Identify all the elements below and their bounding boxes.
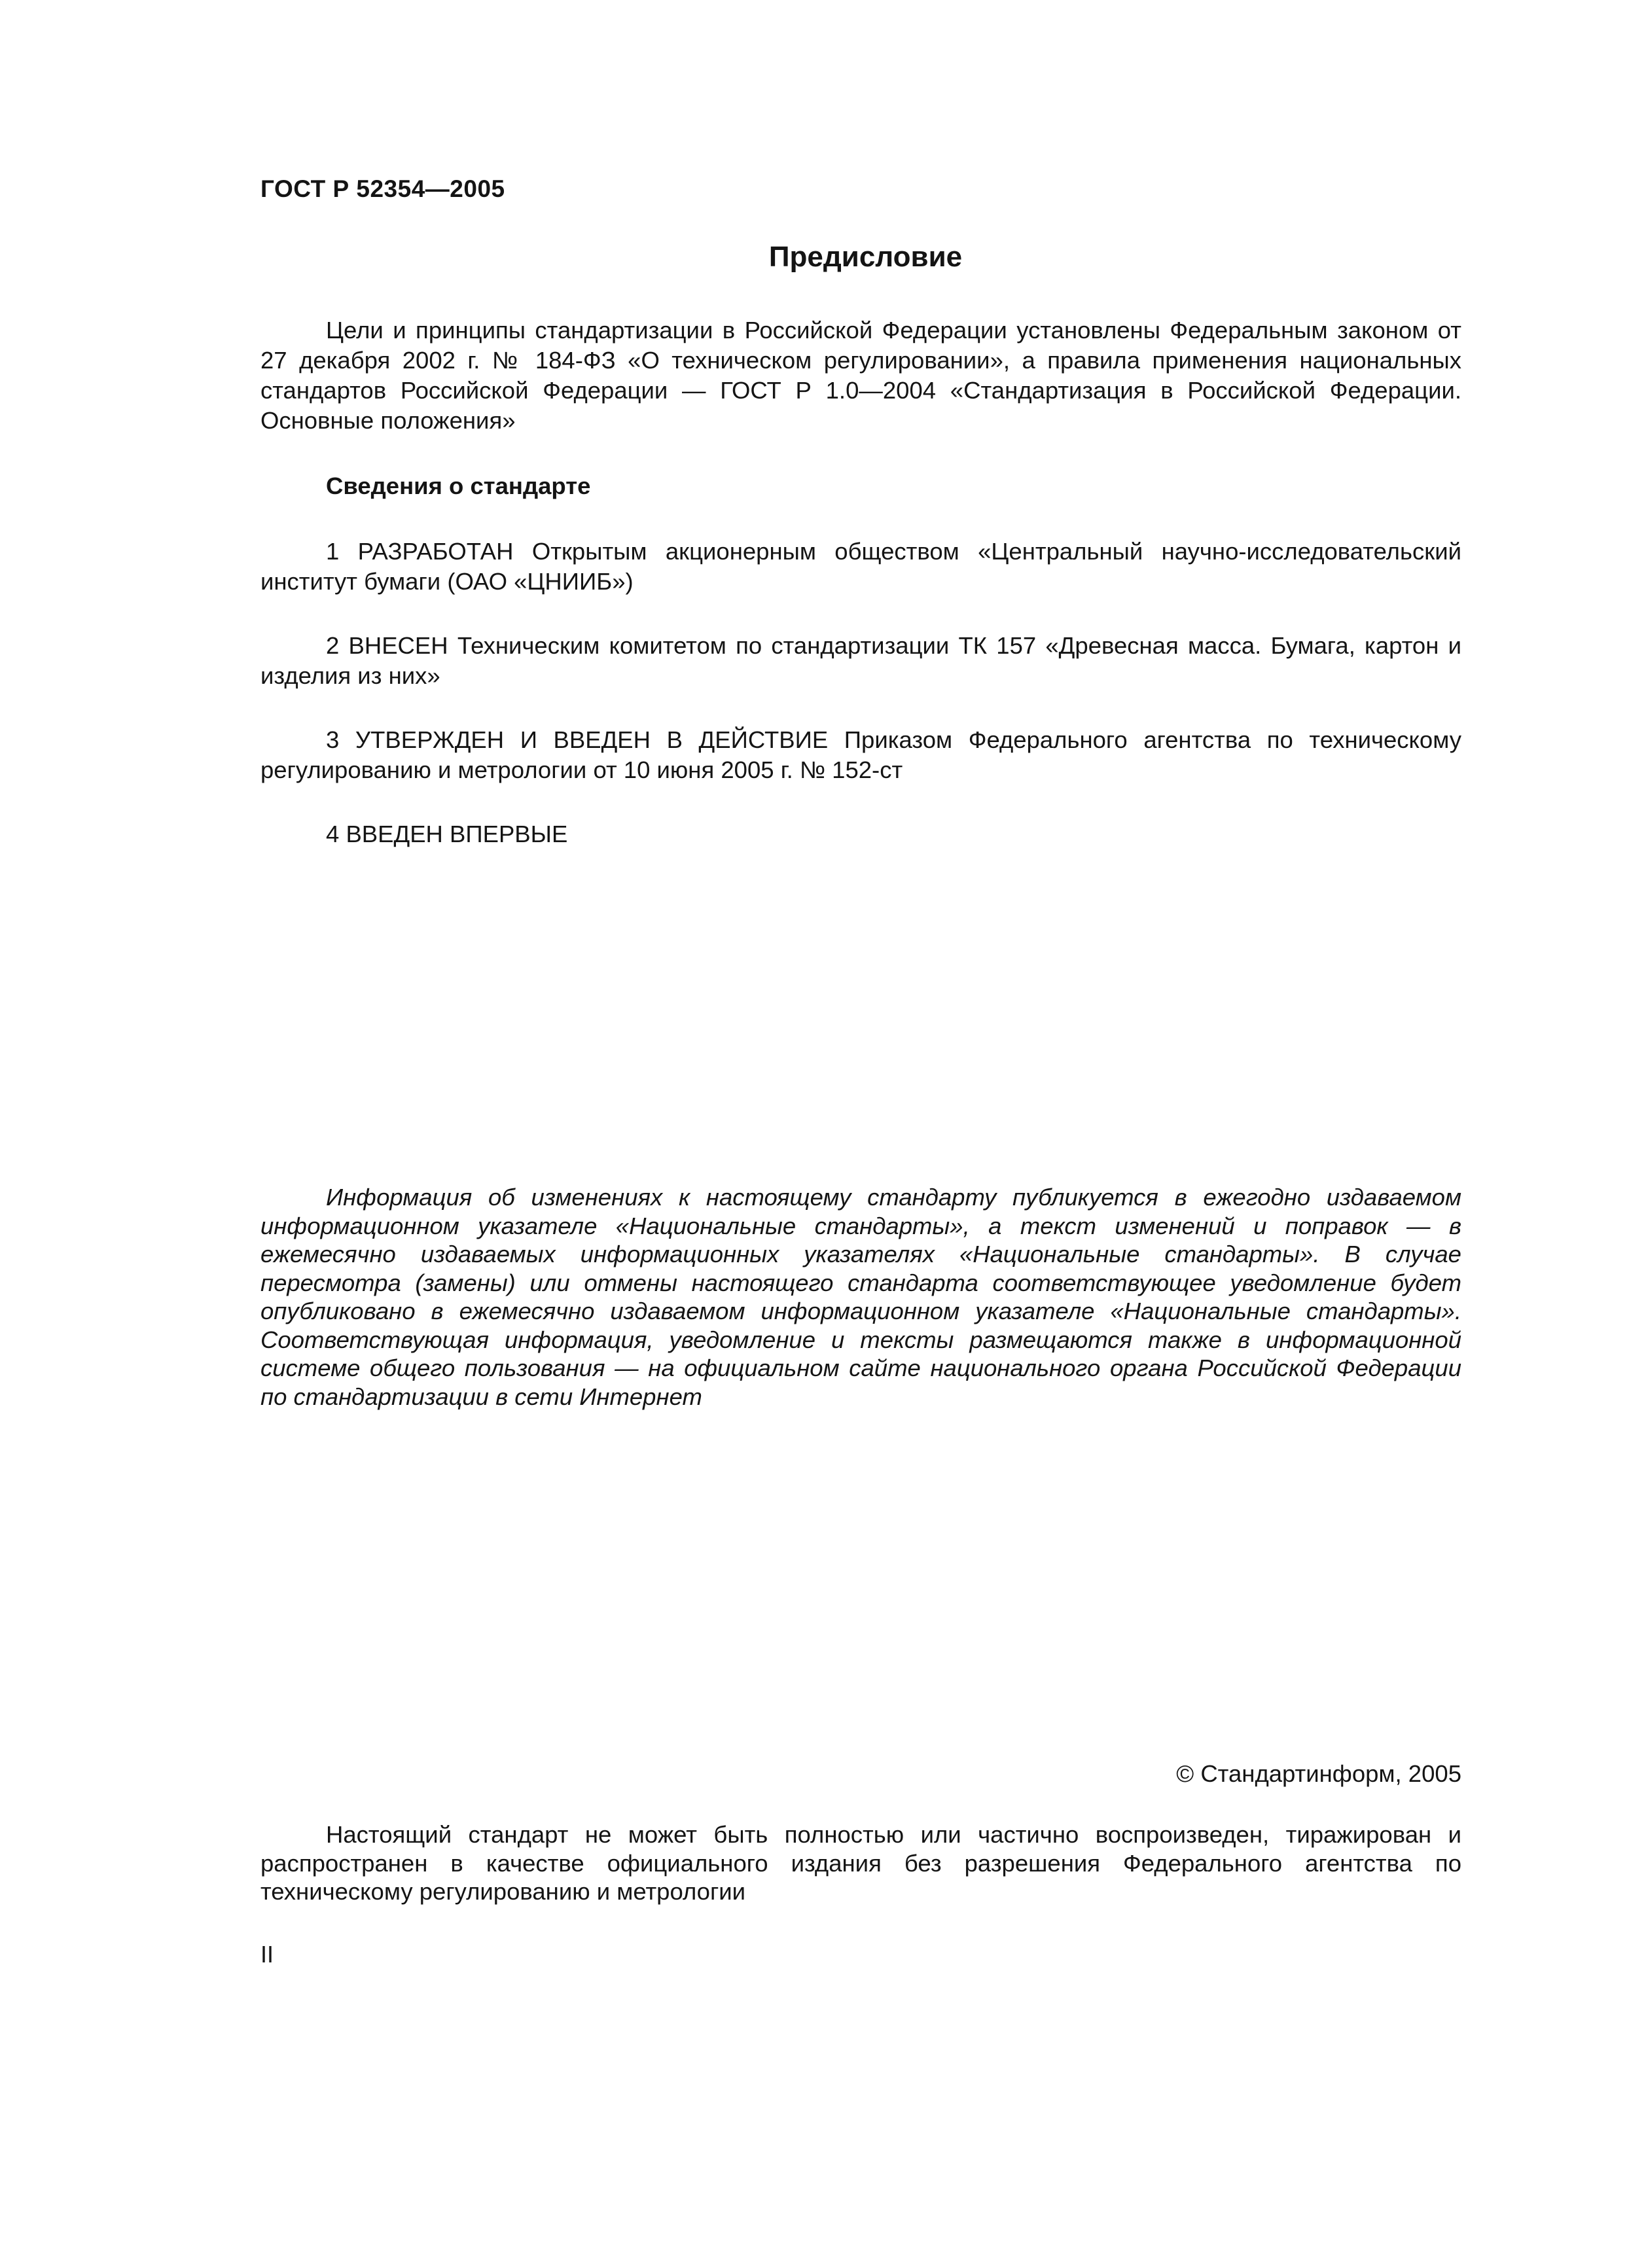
info-item-text: 1 РАЗРАБОТАН Открытым акционерным обществом «Центральный научно-исследовательский институт бумаги (ОАО «ЦНИИБ»): [260, 538, 1461, 595]
intro-text: Цели и принципы стандартизации в Российской Федерации установлены Федеральным законом от 27 декабря 2002 г. № 184-ФЗ «О техническом регулировании», а правила применения национальных стандартов Российской Федерации — ГОСТ Р 1.0—2004 «Стандартизация в Российской Федерации. Основные положения»: [260, 317, 1461, 434]
changes-notice: [260, 1183, 1461, 1411]
copyright: © Стандартинформ, 2005: [1176, 1760, 1461, 1787]
info-item-4: [260, 819, 1461, 849]
intro-paragraph: [260, 315, 1461, 436]
info-item-1: [260, 537, 1461, 597]
info-item-2: [260, 631, 1461, 691]
section-heading: Сведения о стандарте: [326, 472, 591, 499]
page-number: II: [260, 1941, 274, 1968]
page-title: Предисловие: [768, 241, 963, 273]
info-item-3: [260, 725, 1461, 785]
reproduction-notice: [260, 1820, 1461, 1906]
reproduction-notice-text: Настоящий стандарт не может быть полностью или частично воспроизведен, тиражирован и распространен в качестве официального издания без разрешения Федерального агентства по техническому регулированию и метрологии: [260, 1821, 1461, 1905]
changes-notice-text: Информация об изменениях к настоящему стандарту публикуется в ежегодно издаваемом информационном указателе «Национальные стандарты», а текст изменений и поправок — в ежемесячно издаваемых информационных указателях «Национальные стандарты». В случае пересмотра (замены) или отмены настоящего стандарта соответствующее уведомление будет опубликовано в ежемесячно издаваемом информационном указателе «Национальные стандарты». Соответствующая информация, уведомление и тексты размещаются также в информационной системе общего пользования — на официальном сайте национального органа Российской Федерации по стандартизации в сети Интернет: [260, 1184, 1461, 1410]
info-item-text: 2 ВНЕСЕН Техническим комитетом по стандартизации ТК 157 «Древесная масса. Бумага, картон и изделия из них»: [260, 632, 1461, 689]
info-item-text: 4 ВВЕДЕН ВПЕРВЫЕ: [326, 821, 568, 847]
info-item-text: 3 УТВЕРЖДЕН И ВВЕДЕН В ДЕЙСТВИЕ Приказом Федерального агентства по техническому регулированию и метрологии от 10 июня 2005 г. № 152-ст: [260, 726, 1461, 783]
standard-code: ГОСТ Р 52354—2005: [260, 175, 505, 202]
